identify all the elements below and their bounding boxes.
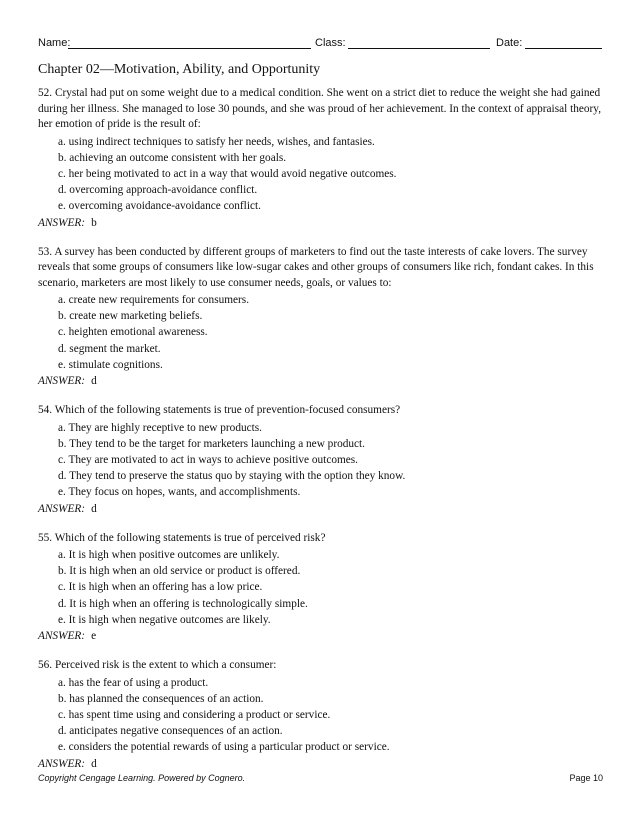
question-53 (38, 245, 603, 390)
question-stem: 53. A survey has been conducted by different groups of marketers to find out the taste interests of cake lovers. The survey reveals that some groups of consumers like low-sugar cakes and other groups of consumers like rich, fondant cakes. In this scenario, marketers are most likely to use consumer needs, goals, or values to: (38, 245, 594, 289)
option-e: e. It is high when negative outcomes are likely. (58, 613, 271, 626)
option-a: a. It is high when positive outcomes are unlikely. (58, 549, 280, 562)
question-stem: 55. Which of the following statements is true of perceived risk? (38, 531, 326, 544)
option-b: b. has planned the consequences of an action. (58, 692, 264, 705)
option-e: e. They focus on hopes, wants, and accomplishments. (58, 486, 301, 499)
date-line (525, 48, 602, 49)
answer-line (38, 756, 603, 772)
chapter-title: Chapter 02—Motivation, Ability, and Opportunity (38, 62, 321, 77)
answer-value: d (91, 502, 97, 515)
option-c: c. has spent time using and considering a product or service. (58, 708, 331, 721)
answer-line (38, 373, 603, 389)
date-label: Date: (496, 37, 523, 49)
name-label: Name: (38, 37, 71, 49)
answer-label: ANSWER: (38, 502, 86, 515)
answer-value: b (91, 216, 97, 229)
option-b: b. achieving an outcome consistent with her goals. (58, 151, 287, 164)
option-b: b. It is high when an old service or product is offered. (58, 565, 301, 578)
option-d: d. It is high when an offering is technologically simple. (58, 597, 308, 610)
question-stem: 56. Perceived risk is the extent to which a consumer: (38, 659, 277, 672)
name-line (68, 48, 311, 49)
option-c: c. her being motivated to act in a way that would avoid negative outcomes. (58, 167, 397, 180)
question-stem: 52. Crystal had put on some weight due to a medical condition. She went on a strict diet to reduce the weight she had gained during her illness. She managed to lose 30 pounds, and she was proud of her achievement. In the context of appraisal theory, her emotion of pride is the result of: (38, 87, 602, 130)
answer-line (38, 215, 603, 231)
option-d: d. They tend to preserve the status quo by staying with the option they know. (58, 470, 406, 483)
option-d: d. segment the market. (58, 342, 161, 355)
option-c: c. They are motivated to act in ways to achieve positive outcomes. (58, 453, 359, 466)
answer-label: ANSWER: (38, 216, 86, 229)
question-stem: 54. Which of the following statements is true of prevention-focused consumers? (38, 404, 401, 417)
option-c: c. It is high when an offering has a low price. (58, 581, 263, 594)
question-52 (38, 86, 603, 231)
question-54 (38, 403, 603, 517)
answer-label: ANSWER: (38, 757, 86, 770)
option-a: a. has the fear of using a product. (58, 676, 209, 689)
class-label: Class: (315, 37, 346, 49)
option-a: a. create new requirements for consumers. (58, 294, 250, 307)
page-footer (38, 772, 603, 786)
option-b: b. create new marketing beliefs. (58, 310, 203, 323)
answer-value: d (91, 375, 97, 388)
option-c: c. heighten emotional awareness. (58, 326, 208, 339)
option-e: e. overcoming avoidance-avoidance conflict. (58, 200, 261, 213)
answer-value: d (91, 757, 97, 770)
option-b: b. They tend to be the target for marketers launching a new product. (58, 437, 366, 450)
questions-list (38, 86, 603, 786)
answer-line (38, 501, 603, 517)
option-e: e. considers the potential rewards of using a particular product or service. (58, 741, 390, 754)
option-a: a. They are highly receptive to new products. (58, 421, 263, 434)
option-e: e. stimulate cognitions. (58, 358, 163, 371)
option-d: d. anticipates negative consequences of an action. (58, 725, 283, 738)
option-a: a. using indirect techniques to satisfy her needs, wishes, and fantasies. (58, 135, 375, 148)
header-fields (38, 36, 603, 52)
option-d: d. overcoming approach-avoidance conflict. (58, 184, 258, 197)
answer-value: e (91, 630, 97, 643)
class-line (348, 48, 490, 49)
question-56 (38, 658, 603, 772)
answer-label: ANSWER: (38, 630, 86, 643)
question-55 (38, 531, 603, 645)
page-number: Page 10 (569, 773, 603, 783)
answer-label: ANSWER: (38, 375, 86, 388)
answer-line (38, 628, 603, 644)
copyright-text: Copyright Cengage Learning. Powered by Cognero. (38, 773, 246, 783)
